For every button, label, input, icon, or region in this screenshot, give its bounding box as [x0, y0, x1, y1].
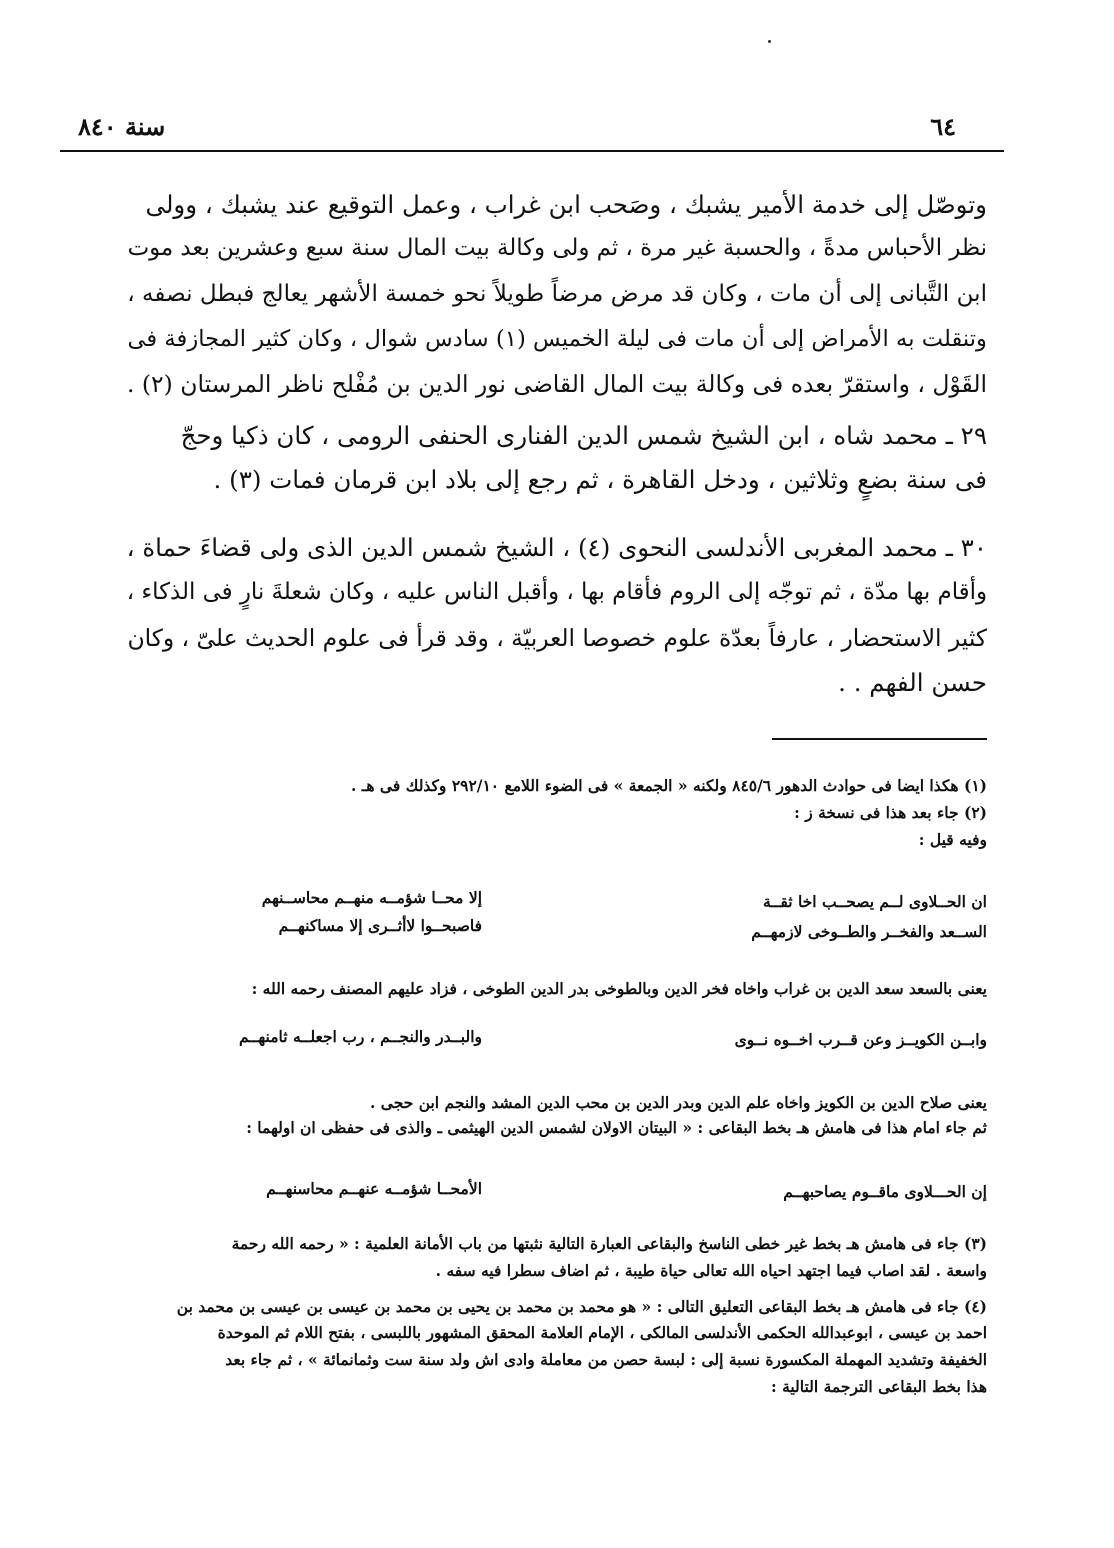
footnote-4-line: (٤) جاء فى هامش هـ بخط البقاعى التعليق التالى : « هو محمد بن محمد بن يحيى بن محمد بن عيسى بن عيسى بن محمد بن: [176, 1297, 987, 1316]
footnote-4-line: هذا بخط البقاعى الترجمة التالية :: [770, 1377, 987, 1396]
body-line: وأقام بها مدّة ، ثم توجّه إلى الروم فأقام بها ، وأقبل الناس عليه ، وكان شعلةَ نارٍ فى الذكاء ،: [126, 579, 987, 605]
running-header-year: سنة ٨٤٠: [78, 112, 166, 141]
footnote-1: (١) هكذا ايضا فى حوادث الدهور ٨٤٥/٦ ولكنه « الجمعة » فى الضوء اللامع ٢٩٢/١٠ وكذلك فى هـ .: [351, 776, 987, 795]
verse-hemistich: الســعد والفخــر والطــوخى لازمهــم: [751, 922, 987, 941]
scan-speck: [768, 40, 771, 43]
body-line: كثير الاستحضار ، عارفاً بعدّة علوم خصوصا العربيّة ، وقد قرأ فى علوم الحديث علىّ ، وكان: [127, 624, 987, 652]
header-rule: [60, 150, 1004, 152]
body-line: نظر الأحباس مدةً ، والحسبة غير مرة ، ثم ولى وكالة بيت المال سنة سبع وعشرين بعد موت: [127, 235, 987, 261]
footnote-4-line: احمد بن عيسى ، ابوعبدالله الحكمى الأندلسى المالكى ، الإمام العلامة المحقق المشهور باللبسى ، بفتح اللام ثم الموحدة: [217, 1323, 987, 1342]
body-line: ٣٠ ـ محمد المغربى الأندلسى النحوى (٤) ، الشيخ شمس الدين الذى ولى قضاءَ حماة ،: [126, 533, 987, 562]
verse-hemistich: فاصبحــوا لاأثــرى إلا مساكنهــم: [278, 916, 482, 935]
body-line: وتوصّل إلى خدمة الأمير يشبك ، وصَحب ابن غراب ، وعمل التوقيع عند يشبك ، وولى: [145, 190, 987, 219]
verse-hemistich: ان الحــلاوى لــم يصحــب اخا ثقــة: [763, 892, 987, 911]
body-line: حسن الفهم . .: [838, 668, 987, 697]
footnote-commentary: يعنى بالسعد سعد الدين بن غراب واخاه فخر الدين وبالطوخى بدر الدين الطوخى ، فزاد عليهم المصنف رحمه الله :: [251, 979, 987, 998]
footnote-3-line: (٣) جاء فى هامش هـ بخط غير خطى الناسخ والبقاعى العبارة التالية نثبتها من باب الأمانة العلمية : « رحمه الله رحمة: [231, 1234, 987, 1253]
body-line: ابن التَّبانى إلى أن مات ، وكان قد مرض مرضاً طويلاً نحو خمسة الأشهر يعالج فبطل نصفه ،: [127, 281, 987, 307]
body-line: ٢٩ ـ محمد شاه ، ابن الشيخ شمس الدين الفنارى الحنفى الرومى ، كان ذكيا وحجّ: [180, 421, 987, 450]
verse-hemistich: إلا محــا شؤمــه منهــم محاســنهم: [261, 888, 482, 907]
verse-hemistich: والبــدر والنجــم ، رب اجعلــه ثامنهــم: [239, 1027, 482, 1046]
footnote-commentary: يعنى صلاح الدين بن الكويز واخاه علم الدين وبدر الدين بن محب الدين المشد والنجم ابن حجى .: [370, 1093, 987, 1112]
page-number: ٦٤: [930, 112, 956, 141]
body-line: القَوْل ، واستقرّ بعده فى وكالة بيت المال القاضى نور الدين بن مُفْلح ناظر المرستان (٢) .: [127, 370, 987, 398]
verse-hemistich: وابــن الكويــز وعن قــرب اخــوه نــوى: [734, 1030, 987, 1049]
body-line: وتنقلت به الأمراض إلى أن مات فى ليلة الخميس (١) سادس شوال ، وكان كثير المجازفة فى: [127, 326, 987, 352]
footnote-commentary: ثم جاء امام هذا فى هامش هـ بخط البقاعى : « البيتان الاولان لشمس الدين الهيثمى ـ والذى فى حفظى ان اولهما :: [246, 1118, 987, 1137]
body-line: فى سنة بضعٍ وثلاثين ، ودخل القاهرة ، ثم رجع إلى بلاد ابن قرمان فمات (٣) .: [213, 465, 987, 494]
verse-hemistich: إن الحـــلاوى ماقــوم يصاحبهــم: [783, 1182, 987, 1201]
footnote-4-line: الخفيفة وتشديد المهملة المكسورة نسبة إلى : لبسة حصن من معاملة وادى اش ولد سنة ست وثمانمائة » ، ثم جاء بعد: [225, 1350, 987, 1369]
footnote-2-intro: وفيه قيل :: [918, 830, 987, 849]
footnote-rule: [772, 738, 987, 740]
footnote-2: (٢) جاء بعد هذا فى نسخة ز :: [794, 803, 987, 822]
footnote-3-line: واسعة . لقد اصاب فيما اجتهد احياه الله تعالى حياة طيبة ، ثم اضاف سطرا فيه سفه .: [435, 1261, 987, 1280]
verse-hemistich: الأمحــا شؤمــه عنهــم محاسنهــم: [266, 1179, 482, 1198]
